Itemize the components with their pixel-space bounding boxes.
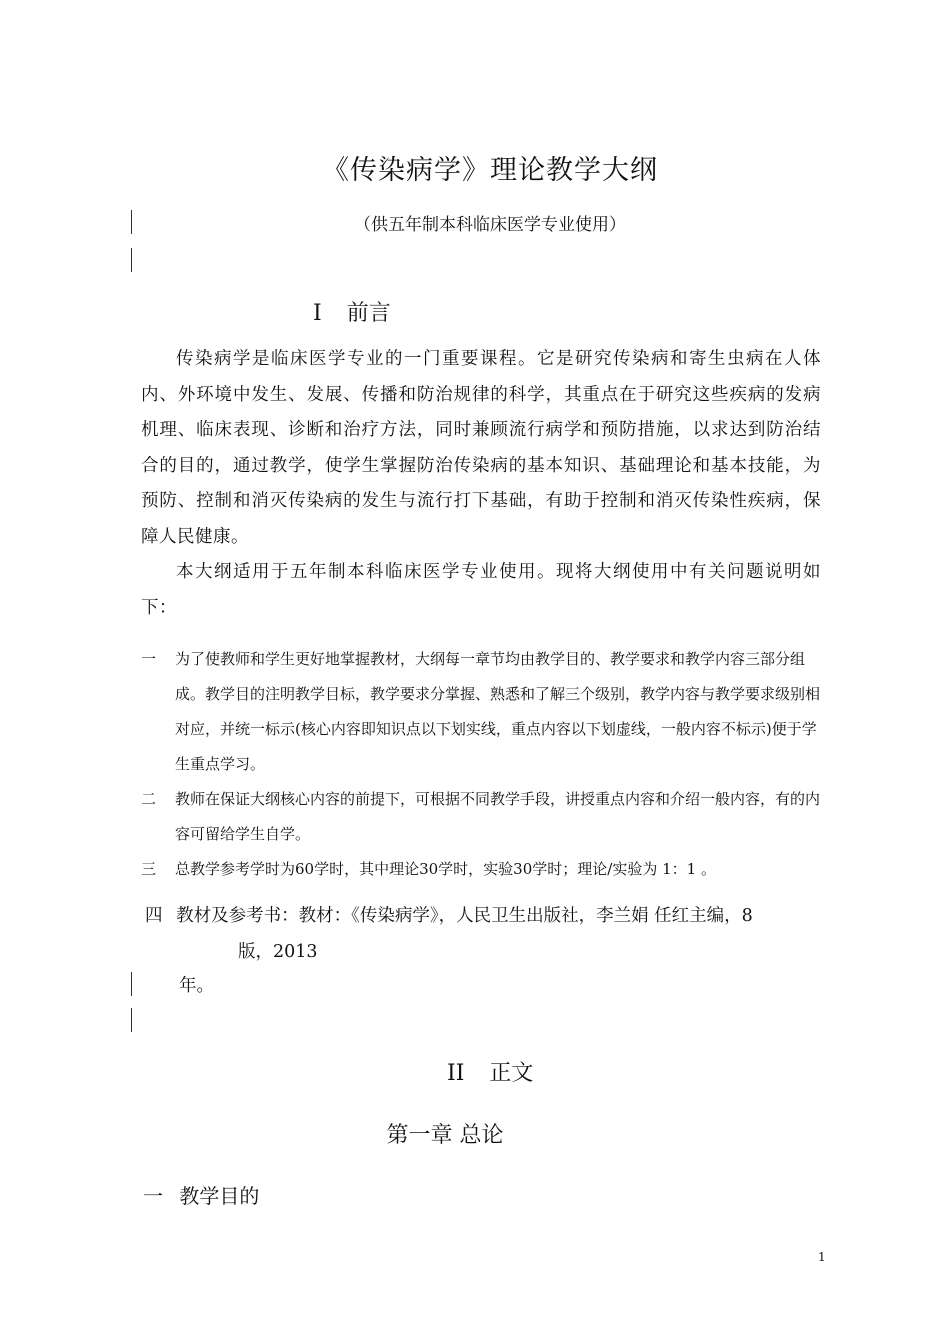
reference-line: [145, 902, 753, 927]
page-title: 《传染病学》理论教学大纲: [322, 155, 658, 186]
chapter-title: 第一章 总论: [386, 1123, 504, 1148]
change-bar: [131, 972, 132, 996]
preface-label: 前言: [346, 301, 391, 326]
list-item-number: 一: [141, 650, 157, 668]
main-body-number: II: [447, 1061, 465, 1086]
main-body-heading: [447, 1056, 533, 1087]
section-number: 一: [143, 1184, 163, 1208]
list-item: [141, 782, 831, 852]
preface-body: [141, 342, 821, 626]
list-item-number: 二: [141, 790, 157, 808]
list-item: [141, 852, 831, 887]
list-item: [141, 642, 831, 782]
main-body-label: 正文: [489, 1061, 534, 1086]
reference-text: 教材及参考书：教材：《传染病学》，人民卫生出版社，李兰娟 任红主编，8: [176, 906, 753, 926]
page-subtitle: （供五年制本科临床医学专业使用）: [354, 215, 626, 235]
usage-notes-list: [141, 642, 831, 887]
reference-edition: 版，2013: [238, 942, 318, 962]
preface-paragraph-2: 本大纲适用于五年制本科临床医学专业使用。现将大纲使用中有关问题说明如下：: [141, 562, 821, 618]
change-bar: [131, 248, 132, 272]
preface-number: I: [313, 301, 322, 326]
list-item-text: 教师在保证大纲核心内容的前提下，可根据不同教学手段，讲授重点内容和介绍一般内容，有的内容可留给学生自学。: [175, 790, 821, 843]
page-number: 1: [818, 1250, 826, 1264]
list-item-text: 为了使教师和学生更好地掌握教材，大纲每一章节均由教学目的、教学要求和教学内容三部分组成。教学目的注明教学目标，教学要求分掌握、熟悉和了解三个级别，教学内容与教学要求级别相对应，并统一标示(核心内容即知识点以下划实线，重点内容以下划虚线，一般内容不标示)便于学生重点学习。: [175, 650, 821, 773]
preface-paragraph-1: 传染病学是临床医学专业的一门重要课程。它是研究传染病和寄生虫病在人体内、外环境中发生、发展、传播和防治规律的科学，其重点在于研究这些疾病的发病机理、临床表现、诊断和治疗方法，同时兼顾流行病学和预防措施，以求达到防治结合的目的，通过教学，使学生掌握防治传染病的基本知识、基础理论和基本技能，为预防、控制和消灭传染病的发生与流行打下基础，有助于控制和消灭传染性疾病，保障人民健康。: [141, 349, 821, 547]
reference-year: 年。: [179, 976, 214, 996]
list-item-number: 三: [141, 860, 157, 878]
preface-heading: [313, 296, 391, 327]
list-item-text: 总教学参考学时为60学时，其中理论30学时，实验30学时；理论/实验为 1：1 。: [175, 860, 716, 878]
section-label: 教学目的: [179, 1184, 260, 1208]
reference-number: 四: [145, 906, 163, 926]
change-bar: [131, 1008, 132, 1032]
section-heading: [143, 1180, 259, 1209]
change-bar: [131, 210, 132, 234]
